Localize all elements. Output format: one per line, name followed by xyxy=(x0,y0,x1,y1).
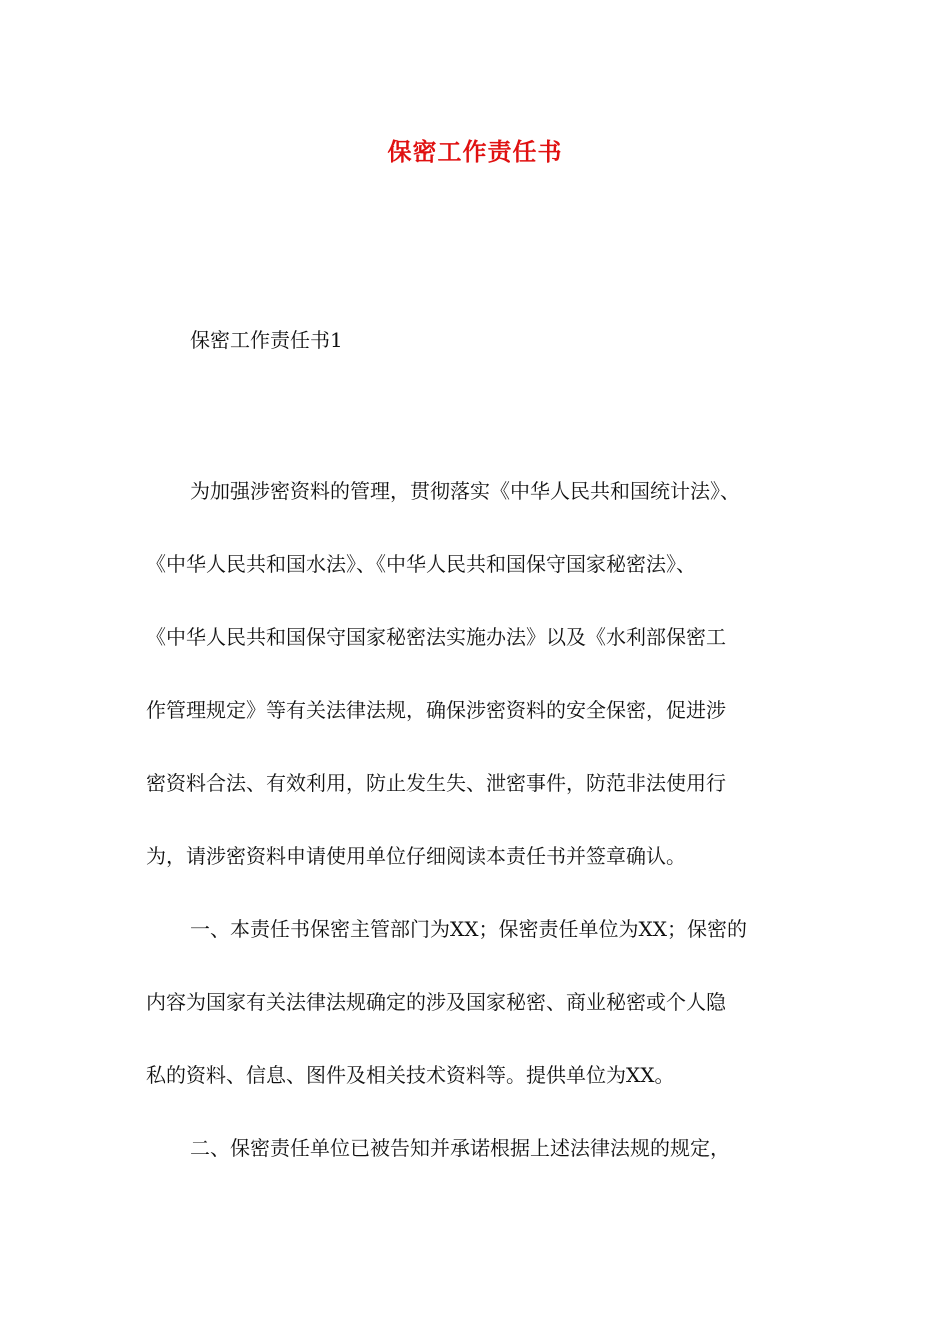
paragraph-1-line-1: 为加强涉密资料的管理，贯彻落实《中华人民共和国统计法》、 xyxy=(190,479,740,503)
document-title: 保密工作责任书 xyxy=(387,137,563,166)
paragraph-2-line-2: 内容为国家有关法律法规确定的涉及国家秘密、商业秘密或个人隐 xyxy=(146,990,726,1014)
paragraph-1-line-4: 作管理规定》等有关法律法规，确保涉密资料的安全保密，促进涉 xyxy=(146,698,726,722)
paragraph-1-line-6: 为，请涉密资料申请使用单位仔细阅读本责任书并签章确认。 xyxy=(146,844,686,868)
paragraph-1-line-3: 《中华人民共和国保守国家秘密法实施办法》以及《水利部保密工 xyxy=(146,625,726,649)
document-subtitle: 保密工作责任书1 xyxy=(190,328,343,352)
paragraph-1-line-5: 密资料合法、有效利用，防止发生失、泄密事件，防范非法使用行 xyxy=(146,771,726,795)
document-body xyxy=(146,474,816,1166)
paragraph-2-line-3: 私的资料、信息、图件及相关技术资料等。提供单位为XX。 xyxy=(146,1063,675,1087)
paragraph-2-line-1: 一、本责任书保密主管部门为XX；保密责任单位为XX；保密的 xyxy=(190,917,747,941)
paragraph-3-line-1: 二、保密责任单位已被告知并承诺根据上述法律法规的规定， xyxy=(190,1136,730,1160)
paragraph-1-line-2: 《中华人民共和国水法》、《中华人民共和国保守国家秘密法》、 xyxy=(146,552,696,576)
